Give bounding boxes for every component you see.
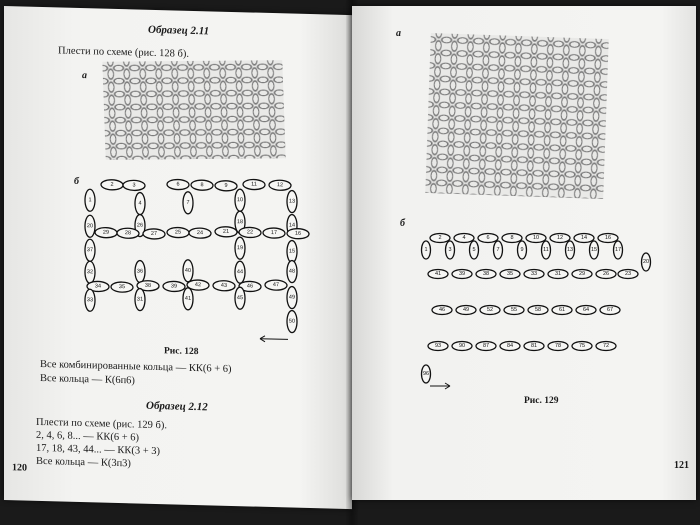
- label-a-left: а: [82, 70, 87, 82]
- svg-text:49: 49: [288, 294, 296, 301]
- figure-caption-128: Рис. 128: [164, 346, 199, 358]
- svg-text:6: 6: [176, 181, 180, 188]
- svg-text:3: 3: [448, 247, 452, 253]
- svg-text:52: 52: [486, 307, 494, 313]
- svg-text:11: 11: [251, 181, 257, 188]
- svg-text:4: 4: [462, 235, 466, 241]
- svg-text:33: 33: [530, 271, 538, 277]
- svg-text:17: 17: [614, 247, 622, 253]
- svg-text:35: 35: [506, 271, 514, 277]
- svg-text:29: 29: [102, 229, 110, 236]
- svg-text:8: 8: [510, 235, 514, 241]
- svg-text:90: 90: [458, 343, 466, 349]
- svg-text:2: 2: [438, 235, 442, 241]
- instruction-line-1: 2, 4, 6, 8... — КК(6 + 6): [36, 429, 140, 444]
- svg-text:9: 9: [520, 247, 524, 253]
- sample-heading-2-12: Образец 2.12: [146, 399, 208, 414]
- svg-text:39: 39: [170, 283, 178, 290]
- svg-text:49: 49: [462, 307, 470, 313]
- svg-text:5: 5: [472, 247, 476, 253]
- svg-text:87: 87: [482, 343, 490, 349]
- svg-text:58: 58: [534, 307, 542, 313]
- svg-text:42: 42: [194, 282, 202, 289]
- svg-text:31: 31: [136, 296, 144, 303]
- rule-all-rings: Все кольца — К(6п6): [40, 372, 135, 387]
- svg-text:72: 72: [602, 343, 610, 349]
- svg-text:81: 81: [530, 343, 538, 349]
- direction-arrow: [260, 339, 288, 340]
- svg-text:26: 26: [136, 222, 144, 229]
- svg-text:29: 29: [578, 271, 586, 277]
- svg-text:9: 9: [224, 182, 228, 189]
- svg-text:37: 37: [86, 247, 94, 254]
- svg-text:1: 1: [424, 247, 428, 253]
- svg-text:14: 14: [580, 235, 588, 241]
- svg-text:55: 55: [510, 307, 518, 313]
- svg-text:20: 20: [86, 223, 94, 230]
- svg-text:18: 18: [236, 219, 244, 226]
- svg-text:61: 61: [558, 307, 566, 313]
- svg-text:41: 41: [434, 271, 442, 277]
- svg-text:75: 75: [578, 343, 586, 349]
- svg-text:20: 20: [642, 259, 650, 265]
- svg-text:78: 78: [554, 343, 562, 349]
- svg-text:14: 14: [288, 222, 296, 229]
- figure-caption-129: Рис. 129: [524, 396, 559, 406]
- instruction-129: Плести по схеме (рис. 129 б).: [36, 416, 167, 432]
- label-a-right: а: [396, 28, 401, 39]
- right-page: [352, 6, 696, 500]
- svg-text:26: 26: [602, 271, 610, 277]
- tatting-diagram-129: [416, 228, 656, 393]
- svg-text:93: 93: [434, 343, 442, 349]
- svg-text:19: 19: [236, 245, 244, 252]
- svg-text:96: 96: [422, 371, 430, 377]
- svg-text:33: 33: [86, 297, 94, 304]
- svg-text:17: 17: [270, 229, 278, 237]
- svg-text:25: 25: [174, 229, 182, 236]
- left-page: [4, 6, 352, 509]
- svg-text:32: 32: [86, 269, 94, 276]
- svg-text:24: 24: [196, 230, 204, 237]
- instruction-line-3: Все кольца — К(3п3): [36, 455, 131, 470]
- svg-text:12: 12: [556, 235, 564, 241]
- svg-text:46: 46: [438, 307, 446, 313]
- svg-text:4: 4: [138, 200, 142, 207]
- svg-text:10: 10: [532, 235, 540, 241]
- svg-text:7: 7: [496, 247, 500, 253]
- svg-text:3: 3: [132, 182, 136, 189]
- svg-text:27: 27: [150, 230, 158, 238]
- page-number-left: 120: [12, 462, 27, 474]
- svg-text:13: 13: [566, 247, 574, 253]
- svg-text:41: 41: [184, 295, 192, 302]
- svg-text:11: 11: [543, 247, 549, 253]
- label-b-right: б: [400, 218, 405, 229]
- svg-text:48: 48: [288, 268, 296, 275]
- page-number-right: 121: [674, 460, 689, 471]
- instruction-128: Плести по схеме (рис. 128 б).: [58, 45, 189, 60]
- svg-text:50: 50: [288, 318, 296, 325]
- svg-text:31: 31: [554, 271, 562, 277]
- svg-text:38: 38: [144, 282, 152, 289]
- svg-text:2: 2: [110, 181, 114, 188]
- lace-photo-128a: [102, 60, 285, 160]
- rule-combined-rings: Все комбинированные кольца — КК(6 + 6): [40, 358, 232, 375]
- instruction-line-2: 17, 18, 43, 44... — КК(3 + 3): [36, 442, 161, 458]
- svg-text:36: 36: [136, 268, 144, 275]
- svg-text:43: 43: [220, 282, 228, 289]
- svg-text:28: 28: [124, 230, 132, 237]
- svg-text:16: 16: [604, 235, 612, 241]
- svg-text:21: 21: [222, 228, 230, 235]
- svg-text:1: 1: [88, 197, 92, 204]
- svg-text:45: 45: [236, 295, 244, 302]
- svg-text:12: 12: [276, 182, 284, 189]
- svg-text:35: 35: [118, 284, 126, 291]
- svg-text:10: 10: [236, 197, 244, 204]
- svg-text:39: 39: [458, 271, 466, 277]
- svg-text:46: 46: [246, 283, 254, 290]
- svg-text:64: 64: [582, 307, 590, 313]
- sample-heading-2-11: Образец 2.11: [148, 23, 210, 38]
- svg-text:15: 15: [590, 247, 598, 253]
- svg-text:34: 34: [94, 283, 102, 290]
- svg-text:13: 13: [288, 198, 296, 205]
- svg-text:38: 38: [482, 271, 490, 277]
- svg-text:67: 67: [606, 307, 614, 313]
- svg-text:84: 84: [506, 343, 514, 349]
- svg-text:16: 16: [294, 230, 302, 237]
- svg-text:47: 47: [272, 282, 280, 289]
- lace-photo-129a: [425, 33, 608, 199]
- tatting-diagram-128: [74, 166, 314, 352]
- label-b-left: б: [74, 175, 79, 187]
- svg-text:40: 40: [184, 267, 192, 274]
- svg-text:22: 22: [246, 229, 254, 236]
- svg-text:44: 44: [236, 269, 244, 276]
- svg-text:15: 15: [288, 248, 296, 255]
- svg-text:23: 23: [624, 271, 632, 277]
- svg-text:7: 7: [186, 199, 190, 206]
- svg-text:8: 8: [200, 182, 204, 189]
- svg-text:6: 6: [486, 235, 490, 241]
